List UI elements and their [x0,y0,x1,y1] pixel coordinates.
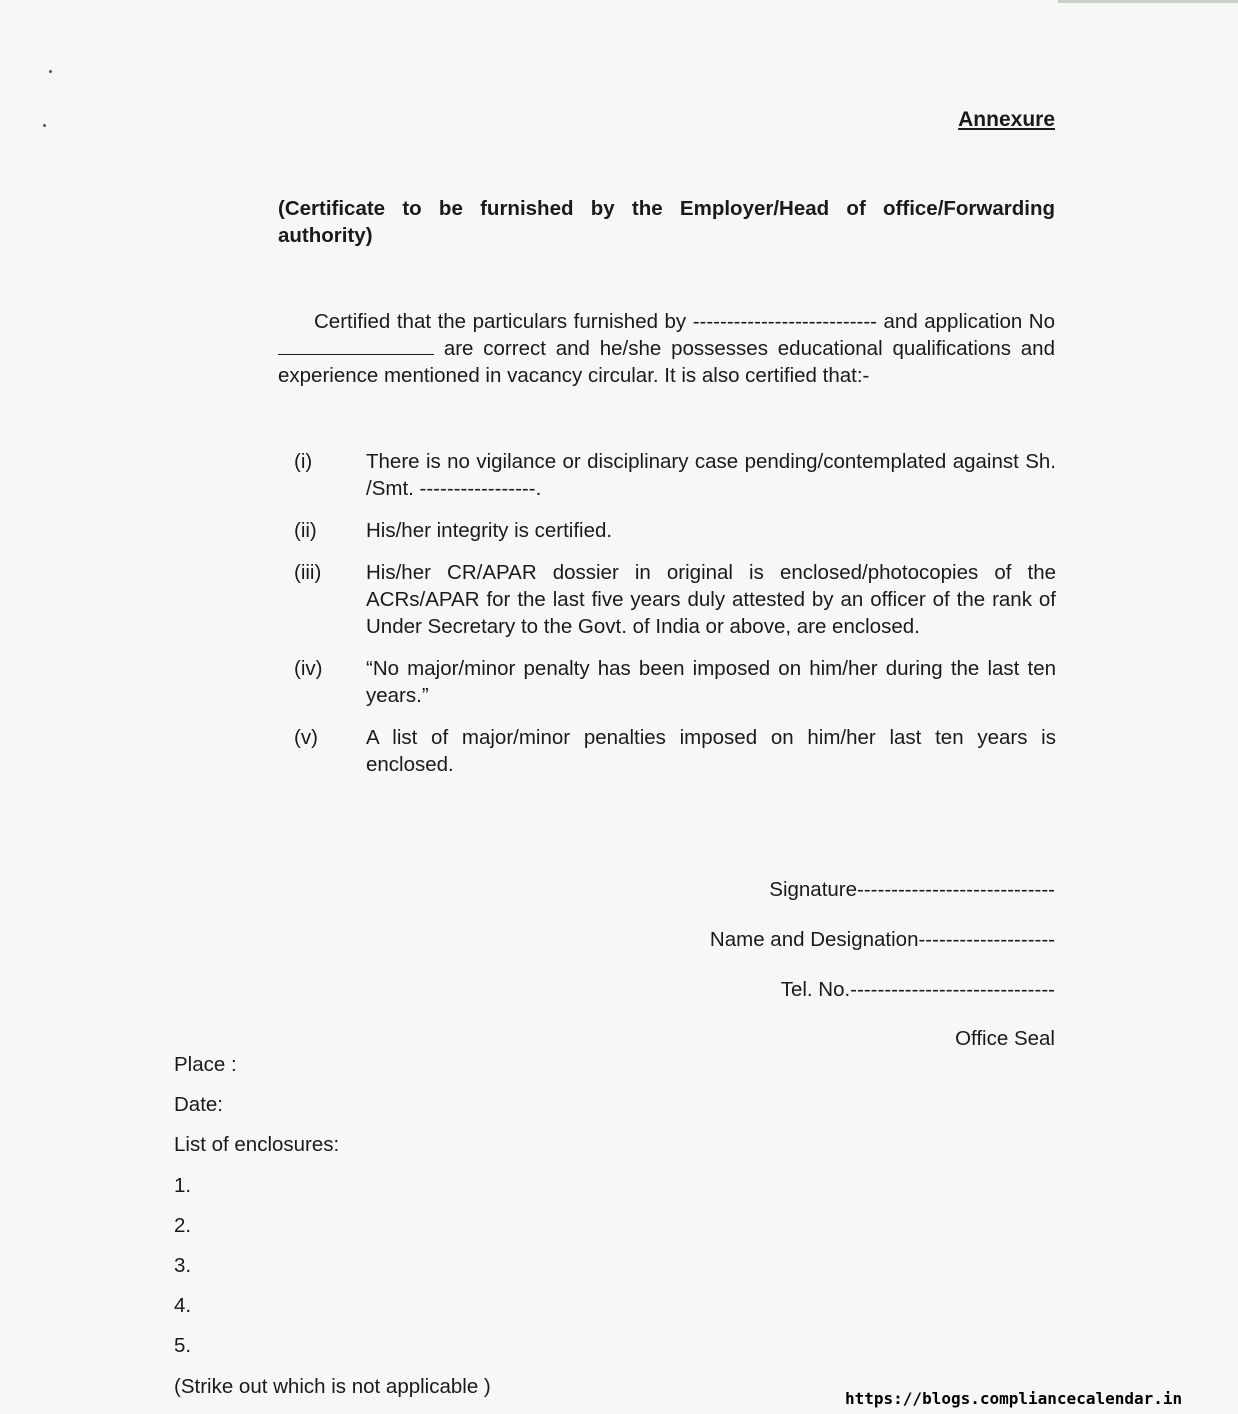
enclosure-item: 4. [174,1294,192,1317]
enclosure-item: 2. [174,1214,192,1237]
item-number: (v) [294,726,318,749]
scan-speck [49,70,52,73]
list-item [294,448,1056,502]
application-no-blank [278,336,434,355]
certificate-subtitle: (Certificate to be furnished by the Employer/Head of office/Forwarding authority) [278,197,1055,247]
item-text: “No major/minor penalty has been imposed on him/her during the last ten years.” [366,657,1056,707]
enclosure-item: 1. [174,1174,192,1197]
item-text: There is no vigilance or disciplinary case pending/contemplated against Sh. /Smt. -----------------. [366,450,1056,500]
office-seal-label: Office Seal [955,1027,1055,1050]
list-item [294,559,1056,640]
list-item [294,724,1056,778]
name-designation-line: Name and Designation-------------------- [709,928,1055,951]
source-url[interactable]: https://blogs.compliancecalendar.in [845,1389,1183,1408]
signature-line: Signature----------------------------- [769,878,1055,901]
item-text: His/her CR/APAR dossier in original is enclosed/photocopies of the ACRs/APAR for the last five years duly attested by an officer of the rank of Under Secretary to the Govt. of India or above, are enclosed. [366,561,1056,638]
item-text: A list of major/minor penalties imposed on him/her last ten years is enclosed. [366,726,1056,776]
enclosure-item: 3. [174,1254,192,1277]
item-number: (ii) [294,519,317,542]
certification-items [294,448,1056,793]
scan-edge-mark [1058,0,1238,3]
certification-paragraph [278,308,1055,389]
enclosure-item: 5. [174,1334,192,1357]
tel-no-line: Tel. No.------------------------------ [780,978,1055,1001]
date-label: Date: [174,1093,223,1116]
intro-part1: Certified that the particulars furnished by --------------------------- and application No [314,310,1055,333]
scan-speck [43,124,46,127]
strike-out-note: (Strike out which is not applicable ) [174,1375,491,1398]
item-text: His/her integrity is certified. [366,519,613,542]
item-number: (iii) [294,561,322,584]
intro-part2: are correct and he/she possesses educational qualifications and experience mentioned in vacancy circular. It is also certified that:- [278,337,1055,387]
list-item [294,655,1056,709]
item-number: (i) [294,450,313,473]
annexure-title: Annexure [958,108,1055,131]
list-item [294,517,1056,544]
enclosures-label: List of enclosures: [174,1133,340,1156]
place-label: Place : [174,1053,237,1076]
item-number: (iv) [294,657,323,680]
